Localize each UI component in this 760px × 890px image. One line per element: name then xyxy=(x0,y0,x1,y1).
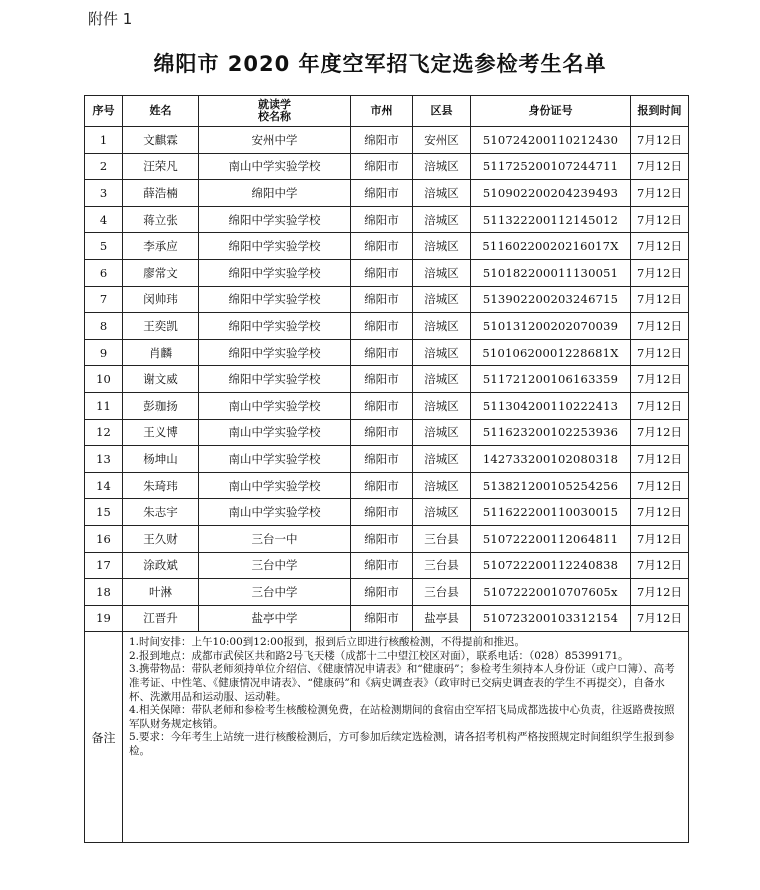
cell-school: 南山中学实验学校 xyxy=(199,153,351,180)
cell-county: 三台县 xyxy=(413,552,471,579)
cell-no: 14 xyxy=(85,472,123,499)
cell-city: 绵阳市 xyxy=(351,419,413,446)
cell-date: 7月12日 xyxy=(631,579,689,606)
cell-no: 10 xyxy=(85,366,123,393)
header-no: 序号 xyxy=(85,96,123,127)
cell-city: 绵阳市 xyxy=(351,605,413,632)
cell-city: 绵阳市 xyxy=(351,259,413,286)
header-date: 报到时间 xyxy=(631,96,689,127)
cell-school: 三台中学 xyxy=(199,579,351,606)
cell-school: 南山中学实验学校 xyxy=(199,446,351,473)
attachment-label: 附件 1 xyxy=(88,10,133,28)
cell-date: 7月12日 xyxy=(631,259,689,286)
cell-name: 王久财 xyxy=(123,525,199,552)
cell-id-number: 511304200110222413 xyxy=(471,392,631,419)
cell-school: 南山中学实验学校 xyxy=(199,499,351,526)
cell-id-number: 510723200103312154 xyxy=(471,605,631,632)
cell-date: 7月12日 xyxy=(631,392,689,419)
cell-county: 涪城区 xyxy=(413,313,471,340)
cell-name: 肖麟 xyxy=(123,339,199,366)
cell-county: 涪城区 xyxy=(413,206,471,233)
table-row xyxy=(85,525,689,552)
cell-county: 涪城区 xyxy=(413,446,471,473)
cell-county: 涪城区 xyxy=(413,233,471,260)
table-row xyxy=(85,153,689,180)
notes-row xyxy=(85,632,689,843)
cell-no: 7 xyxy=(85,286,123,313)
cell-date: 7月12日 xyxy=(631,180,689,207)
table-row xyxy=(85,499,689,526)
cell-no: 15 xyxy=(85,499,123,526)
cell-school: 安州中学 xyxy=(199,127,351,154)
cell-name: 文麒霖 xyxy=(123,127,199,154)
cell-county: 盐亭县 xyxy=(413,605,471,632)
table-body xyxy=(85,127,689,632)
cell-city: 绵阳市 xyxy=(351,525,413,552)
cell-city: 绵阳市 xyxy=(351,579,413,606)
cell-city: 绵阳市 xyxy=(351,180,413,207)
cell-no: 12 xyxy=(85,419,123,446)
cell-name: 廖常文 xyxy=(123,259,199,286)
cell-school: 盐亭中学 xyxy=(199,605,351,632)
cell-date: 7月12日 xyxy=(631,233,689,260)
cell-date: 7月12日 xyxy=(631,206,689,233)
cell-name: 朱志宇 xyxy=(123,499,199,526)
cell-city: 绵阳市 xyxy=(351,233,413,260)
cell-name: 江晋升 xyxy=(123,605,199,632)
cell-name: 王义博 xyxy=(123,419,199,446)
note-item: 1.时间安排：上午10:00到12:00报到，报到后立即进行核酸检测，不得提前和推迟。 xyxy=(129,636,526,649)
cell-no: 8 xyxy=(85,313,123,340)
cell-school: 绵阳中学实验学校 xyxy=(199,313,351,340)
table-row xyxy=(85,605,689,632)
table-row xyxy=(85,419,689,446)
cell-name: 杨坤山 xyxy=(123,446,199,473)
cell-county: 涪城区 xyxy=(413,392,471,419)
cell-id-number: 513821200105254256 xyxy=(471,472,631,499)
cell-no: 18 xyxy=(85,579,123,606)
cell-city: 绵阳市 xyxy=(351,552,413,579)
cell-city: 绵阳市 xyxy=(351,127,413,154)
cell-city: 绵阳市 xyxy=(351,392,413,419)
cell-city: 绵阳市 xyxy=(351,499,413,526)
cell-county: 安州区 xyxy=(413,127,471,154)
cell-id-number: 511725200107244711 xyxy=(471,153,631,180)
cell-county: 涪城区 xyxy=(413,259,471,286)
table-row xyxy=(85,392,689,419)
cell-date: 7月12日 xyxy=(631,605,689,632)
cell-no: 4 xyxy=(85,206,123,233)
cell-date: 7月12日 xyxy=(631,419,689,446)
cell-id-number: 513902200203246715 xyxy=(471,286,631,313)
cell-school: 三台一中 xyxy=(199,525,351,552)
cell-city: 绵阳市 xyxy=(351,286,413,313)
cell-city: 绵阳市 xyxy=(351,339,413,366)
cell-county: 涪城区 xyxy=(413,472,471,499)
cell-name: 薛浩楠 xyxy=(123,180,199,207)
table-row xyxy=(85,446,689,473)
note-item: 5.要求：今年考生上站统一进行核酸检测后，方可参加后续定选检测，请各招考机构严格按照规定时间组织学生报到参检。 xyxy=(129,731,675,758)
table-row xyxy=(85,339,689,366)
cell-id-number: 51160220020216017X xyxy=(471,233,631,260)
cell-date: 7月12日 xyxy=(631,313,689,340)
cell-id-number: 51072220010707605x xyxy=(471,579,631,606)
table-row xyxy=(85,259,689,286)
cell-school: 三台中学 xyxy=(199,552,351,579)
cell-county: 三台县 xyxy=(413,525,471,552)
header-name: 姓名 xyxy=(123,96,199,127)
cell-id-number: 510131200202070039 xyxy=(471,313,631,340)
cell-name: 李承应 xyxy=(123,233,199,260)
table-row xyxy=(85,472,689,499)
cell-name: 谢文威 xyxy=(123,366,199,393)
table-row xyxy=(85,180,689,207)
table-row xyxy=(85,366,689,393)
cell-no: 9 xyxy=(85,339,123,366)
cell-id-number: 511322200112145012 xyxy=(471,206,631,233)
table-row xyxy=(85,579,689,606)
cell-date: 7月12日 xyxy=(631,499,689,526)
candidate-table xyxy=(84,95,689,843)
cell-city: 绵阳市 xyxy=(351,366,413,393)
cell-no: 1 xyxy=(85,127,123,154)
cell-no: 2 xyxy=(85,153,123,180)
cell-date: 7月12日 xyxy=(631,552,689,579)
table-row xyxy=(85,313,689,340)
cell-county: 涪城区 xyxy=(413,366,471,393)
cell-school: 绵阳中学实验学校 xyxy=(199,339,351,366)
cell-city: 绵阳市 xyxy=(351,313,413,340)
cell-name: 朱琦玮 xyxy=(123,472,199,499)
cell-no: 5 xyxy=(85,233,123,260)
note-item: 4.相关保障：带队老师和参检考生核酸检测免费，在站检测期间的食宿由空军招飞局成都选拔中心负责，往返路费按照军队财务规定核销。 xyxy=(129,704,675,730)
cell-no: 11 xyxy=(85,392,123,419)
cell-county: 涪城区 xyxy=(413,286,471,313)
header-school-line2: 校名称 xyxy=(258,110,291,123)
cell-county: 涪城区 xyxy=(413,180,471,207)
cell-id-number: 510902200204239493 xyxy=(471,180,631,207)
header-city: 市州 xyxy=(351,96,413,127)
notes-label: 备注 xyxy=(85,632,123,843)
table-row xyxy=(85,206,689,233)
cell-date: 7月12日 xyxy=(631,339,689,366)
cell-no: 6 xyxy=(85,259,123,286)
cell-name: 涂政斌 xyxy=(123,552,199,579)
page-title: 绵阳市 2020 年度空军招飞定选参检考生名单 xyxy=(153,52,607,76)
note-item: 3.携带物品：带队老师须持单位介绍信、《健康情况申请表》和“健康码”；参检考生须持本人身份证（或户口簿）、高考准考证、中性笔、《健康情况申请表》、“健康码”和《病史调查表》（政审时已交病史调查表的学生不再提交），自备水杯、洗漱用品和运动服、运动鞋。 xyxy=(129,663,675,703)
header-school-line1: 就读学 xyxy=(258,98,291,111)
notes-content xyxy=(123,632,689,843)
cell-no: 3 xyxy=(85,180,123,207)
cell-id-number: 511622200110030015 xyxy=(471,499,631,526)
cell-date: 7月12日 xyxy=(631,127,689,154)
cell-city: 绵阳市 xyxy=(351,206,413,233)
cell-id-number: 51010620001228681X xyxy=(471,339,631,366)
header-school xyxy=(199,96,351,127)
cell-city: 绵阳市 xyxy=(351,153,413,180)
cell-city: 绵阳市 xyxy=(351,472,413,499)
cell-date: 7月12日 xyxy=(631,153,689,180)
cell-no: 13 xyxy=(85,446,123,473)
cell-school: 绵阳中学 xyxy=(199,180,351,207)
cell-school: 南山中学实验学校 xyxy=(199,419,351,446)
cell-county: 涪城区 xyxy=(413,153,471,180)
cell-county: 涪城区 xyxy=(413,419,471,446)
cell-name: 彭珈扬 xyxy=(123,392,199,419)
cell-date: 7月12日 xyxy=(631,366,689,393)
cell-school: 南山中学实验学校 xyxy=(199,472,351,499)
cell-school: 绵阳中学实验学校 xyxy=(199,233,351,260)
cell-no: 17 xyxy=(85,552,123,579)
cell-name: 蒋立张 xyxy=(123,206,199,233)
cell-id-number: 510722200112240838 xyxy=(471,552,631,579)
cell-id-number: 142733200102080318 xyxy=(471,446,631,473)
cell-no: 16 xyxy=(85,525,123,552)
header-id: 身份证号 xyxy=(471,96,631,127)
cell-city: 绵阳市 xyxy=(351,446,413,473)
table-row xyxy=(85,233,689,260)
cell-county: 涪城区 xyxy=(413,339,471,366)
cell-school: 南山中学实验学校 xyxy=(199,392,351,419)
cell-no: 19 xyxy=(85,605,123,632)
cell-name: 王奕凯 xyxy=(123,313,199,340)
cell-name: 叶淋 xyxy=(123,579,199,606)
cell-school: 绵阳中学实验学校 xyxy=(199,259,351,286)
note-item: 2.报到地点：成都市武侯区共和路2号飞天楼（成都十二中望江校区对面），联系电话：（028）85399171。 xyxy=(129,649,629,662)
cell-school: 绵阳中学实验学校 xyxy=(199,206,351,233)
cell-school: 绵阳中学实验学校 xyxy=(199,366,351,393)
table-header-row xyxy=(85,96,689,127)
cell-date: 7月12日 xyxy=(631,286,689,313)
cell-date: 7月12日 xyxy=(631,525,689,552)
cell-county: 涪城区 xyxy=(413,499,471,526)
cell-id-number: 511721200106163359 xyxy=(471,366,631,393)
cell-date: 7月12日 xyxy=(631,472,689,499)
cell-school: 绵阳中学实验学校 xyxy=(199,286,351,313)
cell-id-number: 510724200110212430 xyxy=(471,127,631,154)
header-county: 区县 xyxy=(413,96,471,127)
table-row xyxy=(85,552,689,579)
table-row xyxy=(85,286,689,313)
cell-date: 7月12日 xyxy=(631,446,689,473)
cell-name: 汪荣凡 xyxy=(123,153,199,180)
table-row xyxy=(85,127,689,154)
cell-name: 闵帅玮 xyxy=(123,286,199,313)
cell-id-number: 510182200011130051 xyxy=(471,259,631,286)
cell-id-number: 510722200112064811 xyxy=(471,525,631,552)
cell-id-number: 511623200102253936 xyxy=(471,419,631,446)
cell-county: 三台县 xyxy=(413,579,471,606)
